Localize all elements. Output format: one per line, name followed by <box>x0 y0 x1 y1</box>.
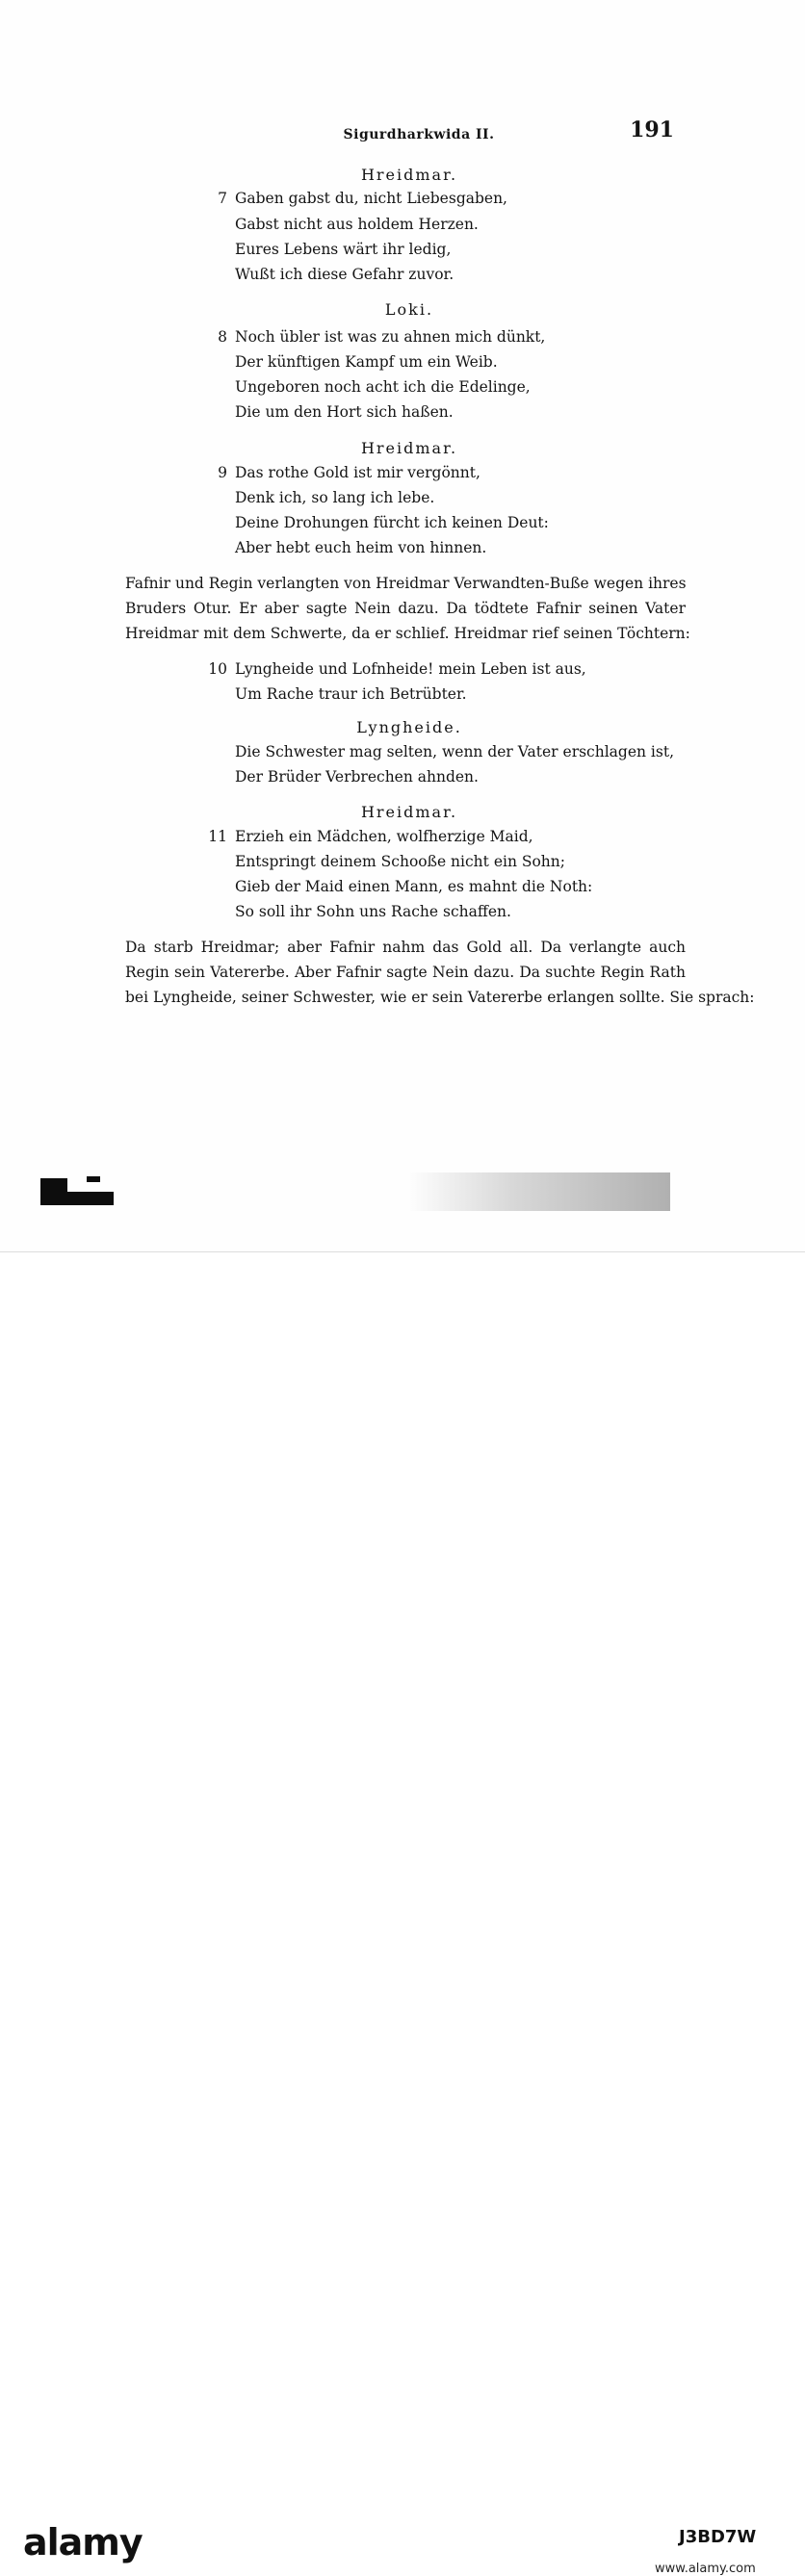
verse-line: Gaben gabst du, nicht Liebesgaben, <box>235 190 507 207</box>
verse-line: Noch übler ist was zu ahnen mich dünkt, <box>235 328 546 346</box>
prose-line: Hreidmar mit dem Schwerte, da er schlief. Hreidmar rief seinen Töchtern: <box>125 625 690 642</box>
page-number: 191 <box>630 117 674 142</box>
verse-line: Denk ich, so lang ich lebe. <box>235 489 435 506</box>
verse-line: Gabst nicht aus holdem Herzen. <box>235 216 479 233</box>
verse-line: Das rothe Gold ist mir vergönnt, <box>235 464 480 481</box>
scan-artifact <box>87 1176 100 1182</box>
stock-footer <box>0 1251 805 2576</box>
speaker-name: Lyngheide. <box>356 718 462 736</box>
verse-line: Entspringt deinem Schooße nicht ein Sohn; <box>235 853 565 870</box>
stanza-number: 8 <box>218 328 227 346</box>
scan-artifact <box>67 1192 114 1205</box>
stock-url: www.alamy.com <box>655 2562 756 2576</box>
verse-line: Erzieh ein Mädchen, wolfherzige Maid, <box>235 828 533 845</box>
verse-line: Aber hebt euch heim von hinnen. <box>235 539 487 556</box>
verse-line: Um Rache traur ich Betrübter. <box>235 685 467 703</box>
speaker-name: Hreidmar. <box>360 439 458 457</box>
verse-line: Der künftigen Kampf um ein Weib. <box>235 353 498 371</box>
scan-artifact <box>40 1178 67 1205</box>
stanza-number: 7 <box>218 190 227 207</box>
prose-line: Regin sein Vatererbe. Aber Fafnir sagte Nein dazu. Da suchte Regin Rath <box>125 964 686 981</box>
prose-line: Fafnir und Regin verlangten von Hreidmar Verwandten-Buße wegen ihres <box>125 575 687 592</box>
verse-line: Lyngheide und Lofnheide! mein Leben ist aus, <box>235 660 586 678</box>
stock-logo: alamy <box>23 2521 143 2563</box>
verse-line: Ungeboren noch acht ich die Edelinge, <box>235 378 531 396</box>
prose-line: Da starb Hreidmar; aber Fafnir nahm das Gold all. Da verlangte auch <box>125 939 686 956</box>
scan-smear <box>408 1172 670 1211</box>
speaker-name: Hreidmar. <box>360 803 458 821</box>
running-header: Sigurdharkwida II. <box>343 127 495 142</box>
prose-line: bei Lyngheide, seiner Schwester, wie er sein Vatererbe erlangen sollte. Sie sprach: <box>125 989 755 1006</box>
speaker-name: Hreidmar. <box>360 166 458 184</box>
verse-line: Gieb der Maid einen Mann, es mahnt die Noth: <box>235 878 593 895</box>
stanza-number: 10 <box>208 660 227 678</box>
verse-line: Die Schwester mag selten, wenn der Vater erschlagen ist, <box>235 743 674 760</box>
verse-line: Deine Drohungen fürcht ich keinen Deut: <box>235 514 549 531</box>
verse-line: Der Brüder Verbrechen ahnden. <box>235 768 479 786</box>
stanza-number: 11 <box>208 828 227 845</box>
verse-line: Eures Lebens wärt ihr ledig, <box>235 241 452 258</box>
speaker-name: Loki. <box>384 300 434 319</box>
stock-image-id: J3BD7W <box>679 2527 757 2547</box>
prose-line: Bruders Otur. Er aber sagte Nein dazu. Da tödtete Fafnir seinen Vater <box>125 600 686 617</box>
verse-line: Die um den Hort sich haßen. <box>235 403 454 421</box>
stanza-number: 9 <box>218 464 227 481</box>
book-page <box>0 0 805 1251</box>
verse-line: So soll ihr Sohn uns Rache schaffen. <box>235 903 511 920</box>
verse-line: Wußt ich diese Gefahr zuvor. <box>235 266 454 283</box>
